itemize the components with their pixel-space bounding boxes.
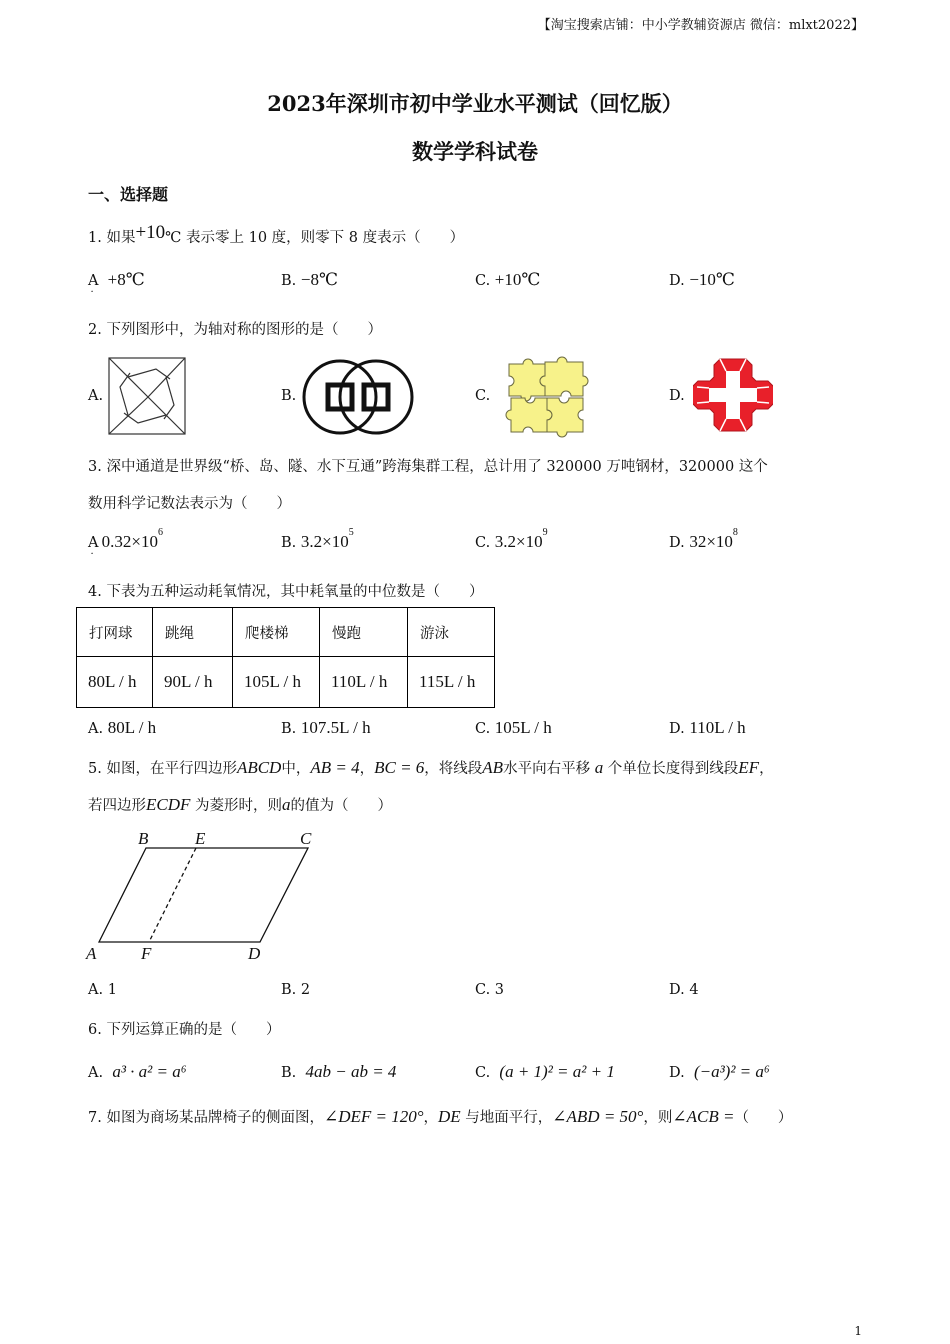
question-7: 7. 如图为商场某品牌椅子的侧面图，∠DEF = 120°，DE 与地面平行，∠ABD = 50°，则∠ACB =（ ） — [88, 1107, 793, 1126]
q6-option-c: C. (a + 1)² = a² + 1 — [475, 1062, 615, 1081]
q4-option-b: B. 107.5L / h — [281, 718, 371, 737]
table-cell: 115L / h — [408, 657, 495, 708]
q2-option-a-label: A. — [88, 388, 104, 404]
question-5-line-2: 若四边形ECDF 为菱形时，则a的值为（ ） — [88, 795, 392, 814]
question-3-line-1: 3. 深中通道是世界级“桥、岛、隧、水下互通”跨海集群工程，总计用了 320000 万吨钢材，320000 这个 — [88, 459, 768, 475]
q6-option-a: A. a³ · a² = a⁶ — [88, 1062, 187, 1081]
label-e: E — [195, 829, 206, 848]
parallelogram-figure — [84, 826, 324, 966]
table-header-cell: 打网球 — [77, 608, 153, 657]
q2-option-c-label: C. — [475, 388, 491, 404]
q3-option-b: B. $3.2\times 10^5$ — [281, 527, 354, 551]
label-c: C — [300, 829, 312, 848]
table-header-cell: 游泳 — [408, 608, 495, 657]
pinwheel-square-figure — [108, 357, 188, 437]
table-cell: 110L / h — [320, 657, 408, 708]
q3-option-a: $A_\cdot 0.32\times 10^6$ — [88, 527, 164, 560]
oxygen-consumption-table — [76, 607, 495, 708]
q2-option-b-label: B. — [281, 388, 297, 404]
q1-option-d: D. −10℃ — [669, 270, 735, 289]
q5-option-c: C. 3 — [475, 982, 505, 998]
q1-option-c: C. +10℃ — [475, 270, 541, 289]
question-1 — [88, 222, 465, 248]
q6-option-d: D. (−a³)² = a⁶ — [669, 1062, 770, 1081]
q1-math: +10 — [135, 222, 166, 243]
question-3-line-2: 数用科学记数法表示为（ ） — [88, 496, 291, 512]
section-heading: 一、选择题 — [88, 185, 169, 204]
table-cell: 105L / h — [233, 657, 320, 708]
red-cross-figure — [693, 355, 773, 435]
page-number: 1 — [854, 1324, 862, 1338]
q6-option-b: B. 4ab − ab = 4 — [281, 1062, 397, 1081]
q3-option-d: D. $32\times 10^8$ — [669, 527, 738, 551]
label-d: D — [248, 944, 261, 963]
q4-option-c: C. 105L / h — [475, 718, 552, 737]
q2-option-d-label: D. — [669, 388, 685, 404]
table-cell: 80L / h — [77, 657, 153, 708]
label-f: F — [141, 944, 152, 963]
double-coin-figure — [302, 357, 416, 437]
puzzle-pieces-figure — [505, 356, 589, 438]
q1-option-a: $A_\cdot+8℃$ — [88, 270, 145, 298]
question-2: 2. 下列图形中，为轴对称的图形的是（ ） — [88, 322, 382, 338]
q3-option-c: C. $3.2\times 10^9$ — [475, 527, 548, 551]
page-subtitle: 数学学科试卷 — [412, 139, 538, 164]
q5-option-d: D. 4 — [669, 982, 699, 998]
q1-text-pre: 1. 如果 — [88, 230, 136, 246]
q5-option-a: A. 1 — [88, 982, 117, 998]
table-header-row — [77, 608, 495, 657]
table-cell: 90L / h — [153, 657, 233, 708]
q1-text-post: ℃ 表示零上 10 度，则零下 8 度表示（ ） — [165, 230, 465, 246]
table-row — [77, 657, 495, 708]
watermark: 【淘宝搜索店铺：中小学教辅资源店 微信：mlxt2022】 — [537, 18, 864, 33]
table-header-cell: 慢跑 — [320, 608, 408, 657]
table-header-cell: 爬楼梯 — [233, 608, 320, 657]
label-a: A — [86, 944, 97, 963]
question-6: 6. 下列运算正确的是（ ） — [88, 1022, 281, 1038]
q4-option-a: A. 80L / h — [88, 718, 157, 737]
label-b: B — [138, 829, 149, 848]
question-4: 4. 下表为五种运动耗氧情况，其中耗氧量的中位数是（ ） — [88, 584, 484, 600]
question-5-line-1: 5. 如图，在平行四边形ABCD中，AB = 4，BC = 6，将线段AB水平向右平移 a 个单位长度得到线段EF， — [88, 758, 774, 777]
page-title: 2023年深圳市初中学业水平测试（回忆版） — [267, 91, 683, 116]
q1-option-b: B. −8℃ — [281, 270, 338, 289]
q5-option-b: B. 2 — [281, 982, 311, 998]
table-header-cell: 跳绳 — [153, 608, 233, 657]
q4-option-d: D. 110L / h — [669, 718, 746, 737]
